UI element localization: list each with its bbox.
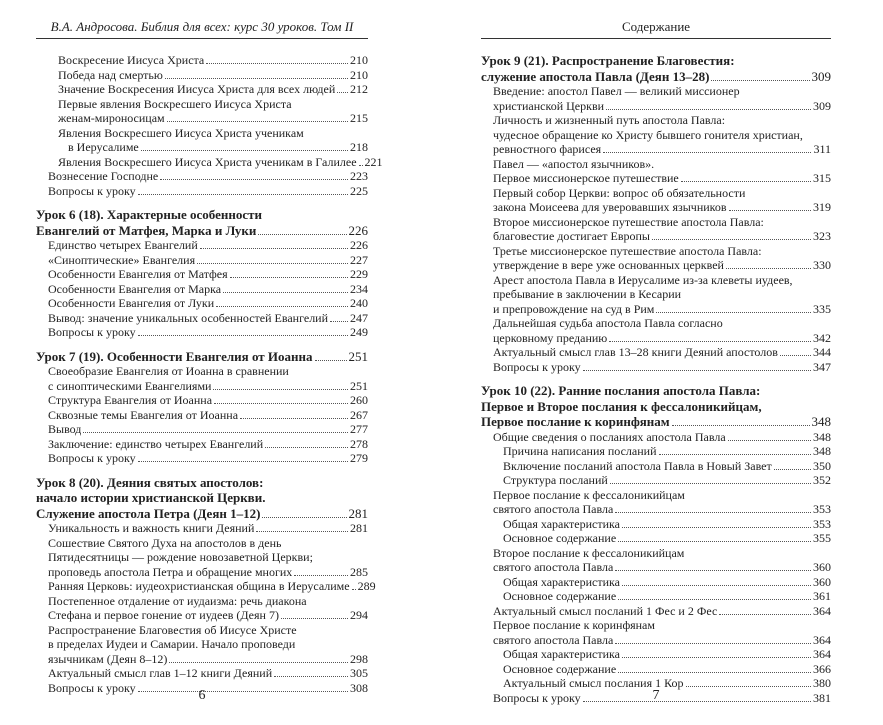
toc-leader-dots bbox=[197, 263, 348, 264]
toc-leader-dots bbox=[359, 165, 363, 166]
toc-entry bbox=[481, 302, 831, 317]
toc-entry bbox=[36, 451, 368, 466]
toc-entry-title: Заключение: единство четырех Евангелий bbox=[48, 436, 264, 451]
toc-page-number: 355 bbox=[813, 531, 831, 545]
toc-entry bbox=[481, 560, 831, 575]
toc-leader-dots bbox=[315, 360, 347, 361]
toc-entry-title: Уникальность и важность книги Деяний bbox=[48, 521, 255, 535]
toc-page-number: 226 bbox=[350, 238, 368, 252]
toc-leader-dots bbox=[337, 92, 348, 93]
toc-entry bbox=[481, 662, 831, 677]
toc-entry-title: с синоптическими Евангелиями bbox=[48, 378, 212, 393]
toc-entry bbox=[481, 287, 831, 302]
toc-entry bbox=[36, 140, 368, 155]
toc-page-number: 353 bbox=[813, 502, 831, 516]
toc-entry-title: Урок 9 (21). Распространение Благовестия: bbox=[481, 53, 735, 68]
toc-page-number: 348 bbox=[811, 414, 831, 429]
toc-leader-dots bbox=[262, 517, 346, 518]
toc-entry bbox=[36, 126, 368, 141]
toc-entry-title: святого апостола Павла bbox=[493, 632, 614, 647]
toc-entry bbox=[481, 229, 831, 244]
toc-leader-dots bbox=[265, 447, 348, 448]
toc-lesson-heading bbox=[36, 223, 368, 239]
toc-page-number: 218 bbox=[350, 140, 368, 154]
toc-entry bbox=[481, 345, 831, 360]
toc-entry-title: Дальнейшая судьба апостола Павла согласно bbox=[493, 316, 723, 330]
toc-entry-title: проповедь апостола Петра и обращение многих bbox=[48, 564, 293, 579]
toc-entry-title: и препровождение на суд в Рим bbox=[493, 301, 655, 316]
toc-entry-title: Вопросы к уроку bbox=[48, 451, 136, 465]
toc-leader-dots bbox=[728, 440, 811, 441]
toc-entry-title: Вознесение Господне bbox=[48, 169, 159, 183]
toc-leader-dots bbox=[610, 483, 811, 484]
toc-leader-dots bbox=[672, 425, 810, 426]
toc-entry bbox=[36, 379, 368, 394]
toc-page-number: 308 bbox=[350, 680, 368, 695]
toc-entry bbox=[481, 113, 831, 128]
toc-entry bbox=[36, 253, 368, 268]
toc-entry-title: Пятидесятницы — рождение новозаветной Церкви; bbox=[48, 550, 313, 564]
toc-page-number: 212 bbox=[350, 82, 368, 96]
toc-page-number: 281 bbox=[350, 521, 368, 535]
toc-entry bbox=[481, 186, 831, 201]
toc-entry bbox=[481, 215, 831, 230]
toc-page-number: 323 bbox=[813, 229, 831, 243]
toc-page-number: 210 bbox=[350, 67, 368, 82]
toc-entry-title: Введение: апостол Павел — великий миссионер bbox=[493, 84, 740, 98]
toc-entry-title: Особенности Евангелия от Марка bbox=[48, 281, 222, 296]
toc-page-number: 249 bbox=[350, 325, 368, 339]
toc-entry bbox=[481, 575, 831, 590]
toc-entry bbox=[481, 618, 831, 633]
toc-entry bbox=[481, 517, 831, 532]
toc-lesson-heading bbox=[36, 475, 368, 491]
toc-page-number: 347 bbox=[813, 359, 831, 374]
toc-entry bbox=[481, 531, 831, 546]
left-page bbox=[36, 0, 383, 725]
toc-leader-dots bbox=[240, 418, 348, 419]
toc-leader-dots bbox=[83, 432, 348, 433]
toc-entry-title: Урок 8 (20). Деяния святых апостолов: bbox=[36, 474, 264, 490]
toc-entry-title: церковному преданию bbox=[493, 330, 608, 345]
toc-leader-dots bbox=[200, 248, 348, 249]
toc-entry-title: Причина написания посланий bbox=[503, 444, 657, 458]
toc-entry bbox=[36, 325, 368, 340]
toc-entry bbox=[481, 258, 831, 273]
toc-leader-dots bbox=[615, 570, 811, 571]
toc-entry bbox=[36, 608, 368, 623]
toc-entry bbox=[36, 97, 368, 112]
toc-entry bbox=[481, 604, 831, 619]
running-head-left: В.А. Андросова. Библия для всех: курс 30 уроков. Том II bbox=[36, 16, 368, 39]
toc-leader-dots bbox=[352, 589, 356, 590]
toc-page-number: 330 bbox=[813, 258, 831, 272]
toc-entry-title: христианской Церкви bbox=[493, 98, 605, 113]
toc-leader-dots bbox=[681, 181, 811, 182]
toc-page-number: 335 bbox=[813, 301, 831, 316]
toc-page-number: 353 bbox=[813, 516, 831, 531]
toc-entry bbox=[36, 422, 368, 437]
toc-page-number: 285 bbox=[350, 564, 368, 579]
toc-entry-title: Единство четырех Евангелий bbox=[48, 238, 198, 252]
toc-leader-dots bbox=[618, 672, 811, 673]
toc-entry bbox=[481, 488, 831, 503]
toc-leader-dots bbox=[258, 234, 346, 235]
toc-entry-title: Структура посланий bbox=[503, 473, 608, 487]
toc-lesson-heading bbox=[481, 383, 831, 399]
toc-entry-title: в Иерусалиме bbox=[68, 140, 139, 154]
toc-entry bbox=[481, 647, 831, 662]
toc-lesson-heading bbox=[36, 207, 368, 223]
toc-left bbox=[36, 53, 383, 695]
toc-entry-title: Вопросы к уроку bbox=[48, 183, 136, 198]
toc-entry-title: Особенности Евангелия от Матфея bbox=[48, 267, 228, 281]
toc-leader-dots bbox=[609, 341, 811, 342]
toc-entry-title: Основное содержание bbox=[503, 661, 617, 676]
toc-lesson-heading bbox=[36, 490, 368, 506]
toc-entry bbox=[36, 68, 368, 83]
toc-page-number: 364 bbox=[813, 603, 831, 618]
toc-entry-title: Основное содержание bbox=[503, 589, 617, 603]
toc-leader-dots bbox=[138, 335, 348, 336]
toc-leader-dots bbox=[223, 292, 348, 293]
toc-leader-dots bbox=[774, 469, 811, 470]
toc-entry-title: Вопросы к уроку bbox=[493, 690, 581, 705]
toc-leader-dots bbox=[622, 657, 811, 658]
toc-page-number: 240 bbox=[350, 296, 368, 310]
toc-leader-dots bbox=[780, 355, 811, 356]
toc-entry bbox=[36, 53, 368, 68]
toc-entry-title: Первое послание к фессалоникийцам bbox=[493, 487, 685, 502]
toc-lesson-heading bbox=[36, 349, 368, 365]
toc-lesson-heading bbox=[481, 399, 831, 415]
toc-leader-dots bbox=[274, 676, 348, 677]
toc-entry-title: Вопросы к уроку bbox=[48, 680, 136, 695]
toc-leader-dots bbox=[330, 321, 348, 322]
toc-leader-dots bbox=[622, 527, 811, 528]
toc-page-number: 381 bbox=[813, 690, 831, 705]
toc-page-number: 311 bbox=[813, 142, 831, 156]
toc-leader-dots bbox=[729, 210, 811, 211]
toc-entry-title: Стефана и первое гонение от иудеев (Деян 7) bbox=[48, 608, 279, 622]
toc-entry-title: Основное содержание bbox=[503, 531, 617, 545]
toc-entry-title: Воскресение Иисуса Христа bbox=[58, 53, 205, 67]
toc-leader-dots bbox=[656, 312, 811, 313]
toc-entry-title: служение апостола Павла (Деян 13–28) bbox=[481, 68, 710, 84]
toc-entry bbox=[481, 546, 831, 561]
toc-leader-dots bbox=[603, 152, 811, 153]
toc-entry-title: Общая характеристика bbox=[503, 647, 620, 661]
toc-leader-dots bbox=[167, 121, 348, 122]
toc-page-number: 294 bbox=[350, 608, 368, 622]
toc-leader-dots bbox=[169, 662, 348, 663]
toc-entry-title: Урок 10 (22). Ранние послания апостола Павла: bbox=[481, 383, 761, 398]
toc-entry-title: женам-мироносицам bbox=[58, 111, 165, 125]
toc-entry bbox=[36, 154, 383, 170]
toc-entry-title: Павел — «апостол язычников». bbox=[493, 156, 655, 171]
toc-page-number: 277 bbox=[350, 422, 368, 436]
toc-leader-dots bbox=[719, 614, 811, 615]
toc-entry bbox=[36, 652, 368, 667]
toc-page-number: 298 bbox=[350, 651, 368, 666]
toc-page-number: 380 bbox=[813, 676, 831, 690]
toc-page-number: 227 bbox=[350, 252, 368, 267]
toc-entry-title: Структура Евангелия от Иоанна bbox=[48, 393, 213, 407]
toc-entry bbox=[36, 296, 368, 311]
toc-page-number: 348 bbox=[813, 444, 831, 458]
toc-lesson-heading bbox=[481, 69, 831, 85]
toc-leader-dots bbox=[160, 179, 348, 180]
toc-leader-dots bbox=[686, 686, 812, 687]
toc-entry-title: Вопросы к уроку bbox=[493, 359, 581, 374]
toc-leader-dots bbox=[165, 78, 348, 79]
toc-entry-title: начало истории христианской Церкви. bbox=[36, 490, 266, 505]
toc-page-number: 360 bbox=[813, 574, 831, 589]
toc-page-number: 221 bbox=[364, 154, 383, 169]
toc-entry bbox=[481, 430, 831, 445]
toc-page-number: 210 bbox=[350, 53, 368, 67]
toc-entry bbox=[481, 360, 831, 375]
toc-page-number: 251 bbox=[348, 348, 368, 364]
toc-entry bbox=[36, 267, 368, 282]
toc-entry-title: Вывод bbox=[48, 422, 82, 436]
toc-page-number: 366 bbox=[813, 661, 831, 676]
toc-entry bbox=[36, 82, 368, 97]
toc-entry-title: утверждение в вере уже основанных церквей bbox=[493, 258, 724, 272]
toc-lesson-heading bbox=[481, 414, 831, 430]
right-page bbox=[481, 0, 831, 725]
toc-page-number: 215 bbox=[350, 111, 368, 125]
toc-entry-title: Второе миссионерское путешествие апостола Павла: bbox=[493, 214, 764, 229]
toc-page-number: 289 bbox=[357, 579, 376, 593]
toc-page-number: 226 bbox=[348, 222, 368, 238]
toc-entry bbox=[36, 111, 368, 126]
toc-entry bbox=[36, 623, 368, 638]
toc-entry bbox=[36, 565, 368, 580]
toc-entry-title: Актуальный смысл глав 1–12 книги Деяний bbox=[48, 666, 273, 680]
toc-entry-title: Значение Воскресения Иисуса Христа для всех людей bbox=[58, 82, 336, 96]
toc-entry-title: пребывание в заключении в Кесарии bbox=[493, 287, 682, 301]
toc-page-number: 319 bbox=[813, 200, 831, 214]
toc-entry-title: Евангелий от Матфея, Марка и Луки bbox=[36, 222, 257, 238]
toc-entry-title: Арест апостола Павла в Иерусалиме из-за клеветы иудеев, bbox=[493, 272, 793, 287]
toc-entry-title: Второе послание к фессалоникийцам bbox=[493, 545, 685, 560]
toc-entry-title: в пределах Иудеи и Самарии. Начало проповеди bbox=[48, 637, 296, 651]
toc-entry-title: Вопросы к уроку bbox=[48, 325, 136, 339]
toc-entry-title: Общие сведения о посланиях апостола Павла bbox=[493, 429, 726, 444]
toc-entry bbox=[481, 244, 831, 259]
toc-entry-title: Актуальный смысл глав 13–28 книги Деяний апостолов bbox=[493, 345, 778, 359]
toc-leader-dots bbox=[213, 389, 348, 390]
toc-entry-title: Первое и Второе послания к фессалоникийцам, bbox=[481, 398, 762, 414]
toc-entry bbox=[481, 459, 831, 474]
toc-page-number: 234 bbox=[350, 281, 368, 296]
toc-leader-dots bbox=[726, 268, 811, 269]
toc-page-number: 309 bbox=[813, 98, 831, 113]
toc-page-number: 278 bbox=[350, 436, 368, 451]
toc-entry-title: Первое послание к коринфянам bbox=[493, 618, 655, 632]
toc-entry-title: благовестие достигает Европы bbox=[493, 229, 650, 243]
toc-entry bbox=[36, 550, 368, 565]
toc-page-number: 247 bbox=[350, 310, 368, 325]
toc-leader-dots bbox=[138, 461, 348, 462]
toc-entry bbox=[36, 311, 368, 326]
toc-leader-dots bbox=[659, 454, 811, 455]
toc-entry bbox=[481, 273, 831, 288]
toc-lesson-heading bbox=[36, 506, 368, 522]
toc-entry bbox=[36, 169, 368, 184]
toc-entry-title: язычникам (Деян 8–12) bbox=[48, 651, 168, 666]
toc-entry-title: Сквозные темы Евангелия от Иоанна bbox=[48, 407, 239, 422]
toc-leader-dots bbox=[622, 585, 811, 586]
toc-entry bbox=[36, 594, 368, 609]
toc-page-number: 223 bbox=[350, 169, 368, 183]
toc-entry-title: Сошествие Святого Духа на апостолов в день bbox=[48, 535, 282, 550]
toc-entry-title: Актуальный смысл посланий 1 Фес и 2 Фес bbox=[493, 603, 718, 618]
toc-entry bbox=[481, 331, 831, 346]
toc-entry bbox=[481, 84, 831, 99]
toc-entry bbox=[481, 589, 831, 604]
toc-entry-title: «Синоптические» Евангелия bbox=[48, 252, 196, 267]
toc-leader-dots bbox=[206, 63, 348, 64]
toc-leader-dots bbox=[138, 194, 348, 195]
toc-entry-title: Особенности Евангелия от Луки bbox=[48, 296, 215, 310]
toc-entry-title: Урок 7 (19). Особенности Евангелия от Иоанна bbox=[36, 348, 313, 364]
toc-entry bbox=[481, 316, 831, 331]
toc-entry bbox=[481, 157, 831, 172]
toc-leader-dots bbox=[618, 599, 811, 600]
toc-entry bbox=[481, 171, 831, 186]
toc-entry bbox=[36, 437, 368, 452]
toc-entry-title: Личность и жизненный путь апостола Павла: bbox=[493, 113, 726, 127]
toc-leader-dots bbox=[711, 80, 809, 81]
toc-leader-dots bbox=[615, 512, 811, 513]
toc-leader-dots bbox=[618, 541, 811, 542]
toc-leader-dots bbox=[216, 306, 348, 307]
toc-page-number: 251 bbox=[350, 378, 368, 393]
toc-page-number: 305 bbox=[350, 666, 368, 680]
toc-entry-title: Актуальный смысл послания 1 Кор bbox=[503, 676, 684, 690]
toc-page-number: 281 bbox=[348, 505, 368, 521]
toc-leader-dots bbox=[256, 531, 348, 532]
toc-page-number: 352 bbox=[813, 473, 831, 487]
toc-page-number: 225 bbox=[350, 183, 368, 198]
toc-entry bbox=[36, 408, 368, 423]
toc-entry-title: Первое послание к коринфянам bbox=[481, 414, 670, 429]
toc-entry bbox=[36, 282, 368, 297]
toc-leader-dots bbox=[294, 575, 348, 576]
toc-entry bbox=[481, 142, 831, 157]
toc-page-number: 267 bbox=[350, 407, 368, 422]
toc-entry bbox=[36, 364, 368, 379]
toc-entry-title: ревностного фарисея bbox=[493, 142, 602, 156]
running-head-right: Содержание bbox=[481, 16, 831, 39]
toc-entry bbox=[36, 393, 368, 408]
toc-lesson-heading bbox=[481, 53, 831, 69]
page-number-right: 7 bbox=[652, 688, 660, 703]
toc-entry bbox=[36, 666, 368, 681]
toc-leader-dots bbox=[141, 150, 348, 151]
toc-entry-title: Распространение Благовестия об Иисусе Христе bbox=[48, 622, 297, 637]
toc-entry-title: Вывод: значение уникальных особенностей Евангелий bbox=[48, 310, 329, 325]
toc-entry bbox=[36, 579, 376, 594]
toc-entry-title: Своеобразие Евангелия от Иоанна в сравнении bbox=[48, 364, 289, 378]
toc-page-number: 342 bbox=[813, 330, 831, 345]
toc-page-number: 309 bbox=[811, 68, 831, 84]
toc-entry bbox=[481, 444, 831, 459]
toc-entry bbox=[481, 633, 831, 648]
toc-entry bbox=[36, 536, 368, 551]
toc-page-number: 344 bbox=[813, 345, 831, 359]
toc-leader-dots bbox=[281, 618, 348, 619]
toc-entry bbox=[481, 99, 831, 114]
toc-page-number: 364 bbox=[813, 647, 831, 661]
toc-leader-dots bbox=[652, 239, 811, 240]
toc-entry bbox=[36, 238, 368, 253]
toc-page-number: 229 bbox=[350, 267, 368, 281]
toc-entry-title: Общая характеристика bbox=[503, 516, 620, 531]
toc-page-number: 360 bbox=[813, 560, 831, 574]
toc-entry-title: Постепенное отдаление от иудаизма: речь диакона bbox=[48, 593, 307, 608]
toc-entry-title: чудесное обращение ко Христу бывшего гонителя христиан, bbox=[493, 127, 803, 142]
toc-entry bbox=[36, 521, 368, 536]
toc-entry-title: Явления Воскресшего Иисуса Христа ученикам в Галилее bbox=[58, 154, 357, 169]
toc-entry-title: Первые явления Воскресшего Иисуса Христа bbox=[58, 96, 292, 111]
toc-entry-title: закона Моисеева для уверовавших язычников bbox=[493, 200, 727, 214]
toc-leader-dots bbox=[615, 643, 811, 644]
toc-page-number: 364 bbox=[813, 632, 831, 647]
toc-leader-dots bbox=[214, 403, 348, 404]
toc-leader-dots bbox=[230, 277, 348, 278]
toc-entry-title: Ранняя Церковь: иудеохристианская община в Иерусалиме bbox=[48, 579, 350, 593]
toc-entry bbox=[481, 473, 831, 488]
toc-page-number: 315 bbox=[813, 171, 831, 185]
toc-entry-title: Урок 6 (18). Характерные особенности bbox=[36, 207, 263, 222]
toc-leader-dots bbox=[606, 109, 811, 110]
toc-entry-title: Третье миссионерское путешествие апостола Павла: bbox=[493, 243, 762, 258]
toc-page-number: 260 bbox=[350, 393, 368, 407]
toc-entry bbox=[36, 637, 368, 652]
toc-entry-title: Служение апостола Петра (Деян 1–12) bbox=[36, 505, 261, 521]
toc-entry-title: Общая характеристика bbox=[503, 574, 620, 589]
toc-entry-title: Победа над смертью bbox=[58, 67, 163, 82]
toc-entry-title: Явления Воскресшего Иисуса Христа ученикам bbox=[58, 125, 304, 140]
toc-entry bbox=[481, 200, 831, 215]
toc-entry-title: Первое миссионерское путешествие bbox=[493, 171, 679, 185]
toc-leader-dots bbox=[583, 370, 811, 371]
toc-entry-title: святого апостола Павла bbox=[493, 502, 614, 516]
toc-page-number: 350 bbox=[813, 458, 831, 473]
toc-page-number: 348 bbox=[813, 429, 831, 444]
toc-right bbox=[481, 53, 831, 705]
page-number-left: 6 bbox=[198, 688, 206, 703]
toc-entry bbox=[481, 502, 831, 517]
toc-entry bbox=[481, 128, 831, 143]
toc-entry-title: Первый собор Церкви: вопрос об обязательности bbox=[493, 185, 746, 200]
toc-page-number: 279 bbox=[350, 451, 368, 465]
toc-entry bbox=[36, 184, 368, 199]
toc-entry-title: Включение посланий апостола Павла в Новый Завет bbox=[503, 458, 772, 473]
toc-page-number: 361 bbox=[813, 589, 831, 603]
toc-entry-title: святого апостола Павла bbox=[493, 560, 614, 574]
